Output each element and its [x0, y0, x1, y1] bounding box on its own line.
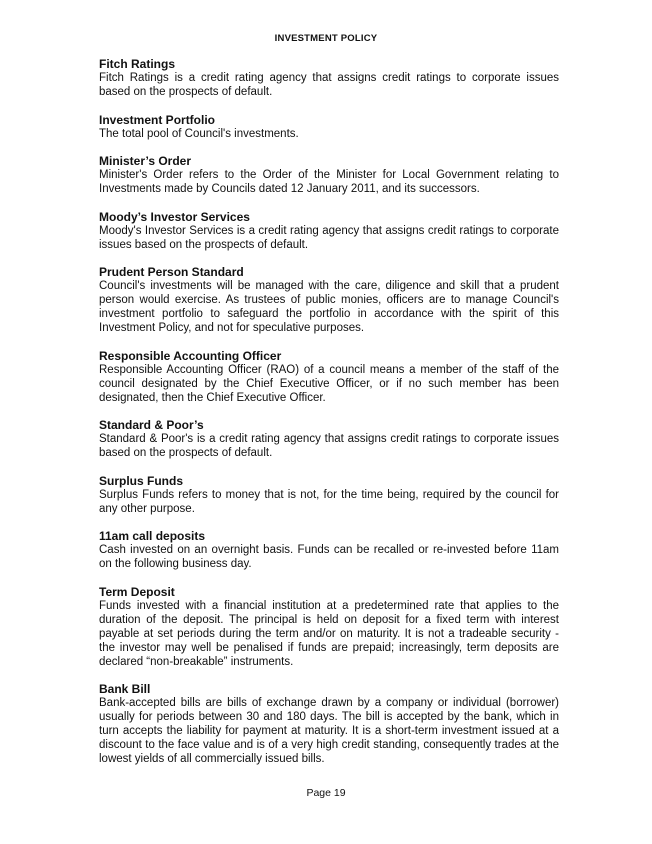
entry-definition: Cash invested on an overnight basis. Funds can be recalled or re-invested before 11am on the following business day.	[99, 544, 559, 570]
entry-definition: Surplus Funds refers to money that is not, for the time being, required by the council for any other purpose.	[99, 488, 559, 515]
entry-term: Term Deposit	[99, 584, 175, 599]
entry-definition: Standard & Poor's is a credit rating agency that assigns credit ratings to corporate issues based on the prospects of default.	[99, 433, 559, 459]
glossary-entry	[99, 418, 559, 460]
entry-definition: Responsible Accounting Officer (RAO) of a council means a member of the staff of the council designated by the Chief Executive Officer, or if no such member has been designated, then the Chief Executive Officer.	[99, 363, 559, 404]
glossary-entry	[99, 113, 559, 141]
entry-definition: The total pool of Council's investments.	[99, 127, 299, 140]
glossary-entry	[99, 682, 559, 766]
glossary-entry	[99, 154, 559, 196]
entry-term: Minister’s Order	[99, 154, 192, 168]
entry-term: Standard & Poor’s	[99, 418, 204, 432]
entry-definition: Council's investments will be managed with the care, diligence and skill that a prudent person would exercise. As trustees of public monies, officers are to manage Council's investment portfolio to safeguard the portfolio in accordance with the spirit of this Investment Policy, and not for speculative purposes.	[99, 280, 559, 334]
entry-term: 11am call deposits	[99, 529, 206, 543]
entry-term: Bank Bill	[99, 682, 151, 696]
page-number: Page 19	[306, 787, 346, 799]
glossary-entry	[99, 585, 559, 669]
entry-definition: Minister's Order refers to the Order of the Minister for Local Government relating to Investments made by Councils dated 12 January 2011, and its successors.	[99, 169, 559, 195]
entry-definition: Funds invested with a financial institution at a predetermined rate that applies to the duration of the deposit. The principal is held on deposit for a fixed term with interest payable at set periods during the term and/or on maturity. It is not a tradeable security - the investor may well be penalised if funds are prepaid; increasingly, term deposits are declared “non-breakable” instruments.	[99, 599, 559, 668]
glossary-content	[99, 57, 559, 780]
entry-definition: Bank-accepted bills are bills of exchange drawn by a company or individual (borrower) usually for periods between 30 and 180 days. The bill is accepted by the bank, which in turn accepts the liability for payment at maturity. It is a short-term investment issued at a discount to the face value and is of a very high credit standing, consequently trades at the lowest yields of all commercially issued bills.	[99, 697, 559, 765]
glossary-entry	[99, 474, 559, 516]
glossary-entry	[99, 210, 559, 252]
glossary-entry	[99, 529, 559, 571]
glossary-entry	[99, 349, 559, 405]
entry-term: Surplus Funds	[99, 473, 183, 488]
glossary-entry	[99, 57, 559, 99]
entry-definition: Moody's Investor Services is a credit rating agency that assigns credit ratings to corporate issues based on the prospects of default.	[99, 224, 559, 251]
entry-term: Moody’s Investor Services	[99, 209, 250, 224]
entry-definition: Fitch Ratings is a credit rating agency that assigns credit ratings to corporate issues based on the prospects of default.	[99, 72, 559, 98]
glossary-entry	[99, 265, 559, 335]
entry-term: Prudent Person Standard	[99, 265, 244, 279]
page-header-title: INVESTMENT POLICY	[274, 33, 378, 44]
entry-term: Fitch Ratings	[99, 57, 176, 71]
entry-term: Responsible Accounting Officer	[99, 348, 282, 363]
entry-term: Investment Portfolio	[99, 112, 216, 127]
